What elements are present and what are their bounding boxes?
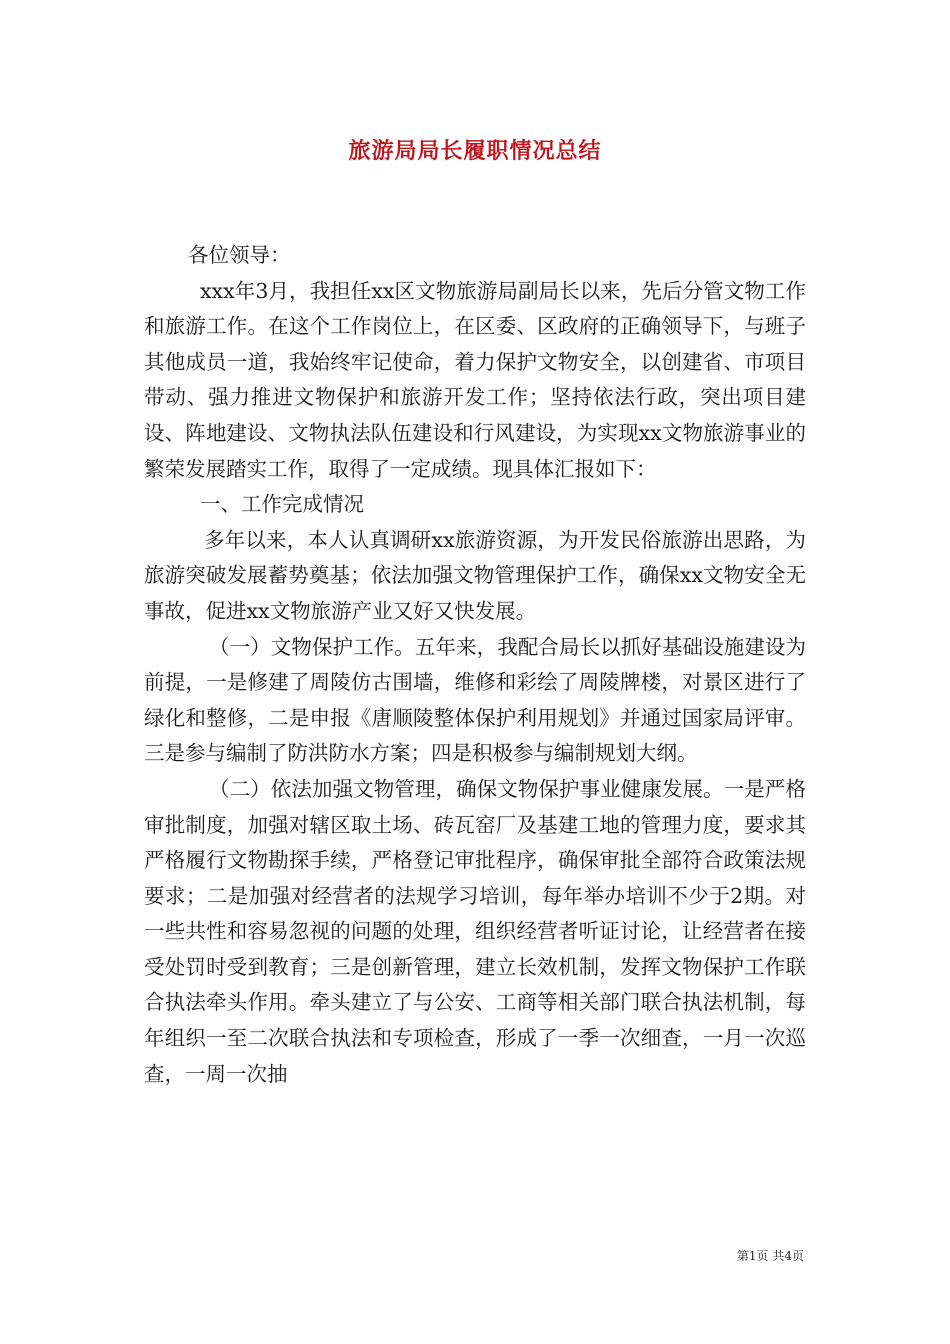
summary-paragraph: 多年以来，本人认真调研xx旅游资源，为开发民俗旅游出思路，为旅游突破发展蓄势奠基；依法加强文物管理保护工作，确保xx文物安全无事故，促进xx文物旅游产业又好又快发展。 [144, 527, 806, 623]
page-number-footer: 第1页 共4页 [736, 1249, 804, 1263]
intro-paragraph: xxx年3月，我担任xx区文物旅游局副局长以来，先后分管文物工作和旅游工作。在这个工作岗位上，在区委、区政府的正确领导下，与班子其他成员一道，我始终牢记使命，着力保护文物安全，以创建省、市项目带动、强力推进文物保护和旅游开发工作；坚持依法行政，突出项目建设、阵地建设、文物执法队伍建设和行风建设，为实现xx文物旅游事业的繁荣发展踏实工作，取得了一定成绩。现具体汇报如下： [144, 278, 806, 481]
section-heading: 一、工作完成情况 [200, 492, 364, 517]
document-title: 旅游局局长履职情况总结 [348, 138, 602, 164]
subsection-paragraph-2: （二）依法加强文物管理，确保文物保护事业健康发展。一是严格审批制度，加强对辖区取土场、砖瓦窑厂及基建工地的管理力度，要求其严格履行文物勘探手续，严格登记审批程序，确保审批全部符合政策法规要求；二是加强对经营者的法规学习培训，每年举办培训不少于2期。对一些共性和容易忽视的问题的处理，组织经营者听证讨论，让经营者在接受处罚时受到教育；三是创新管理，建立长效机制，发挥文物保护工作联合执法牵头作用。牵头建立了与公安、工商等相关部门联合执法机制，每年组织一至二次联合执法和专项检查，形成了一季一次细查，一月一次巡查，一周一次抽 [144, 776, 806, 1086]
subsection-paragraph-1: （一）文物保护工作。五年来，我配合局长以抓好基础设施建设为前提，一是修建了周陵仿古围墙，维修和彩绘了周陵牌楼，对景区进行了绿化和整修，二是申报《唐顺陵整体保护利用规划》并通过国家局评审。三是参与编制了防洪防水方案；四是积极参与编制规划大纲。 [144, 634, 806, 766]
greeting-paragraph: 各位领导： [188, 243, 291, 267]
document-body [144, 238, 806, 1092]
